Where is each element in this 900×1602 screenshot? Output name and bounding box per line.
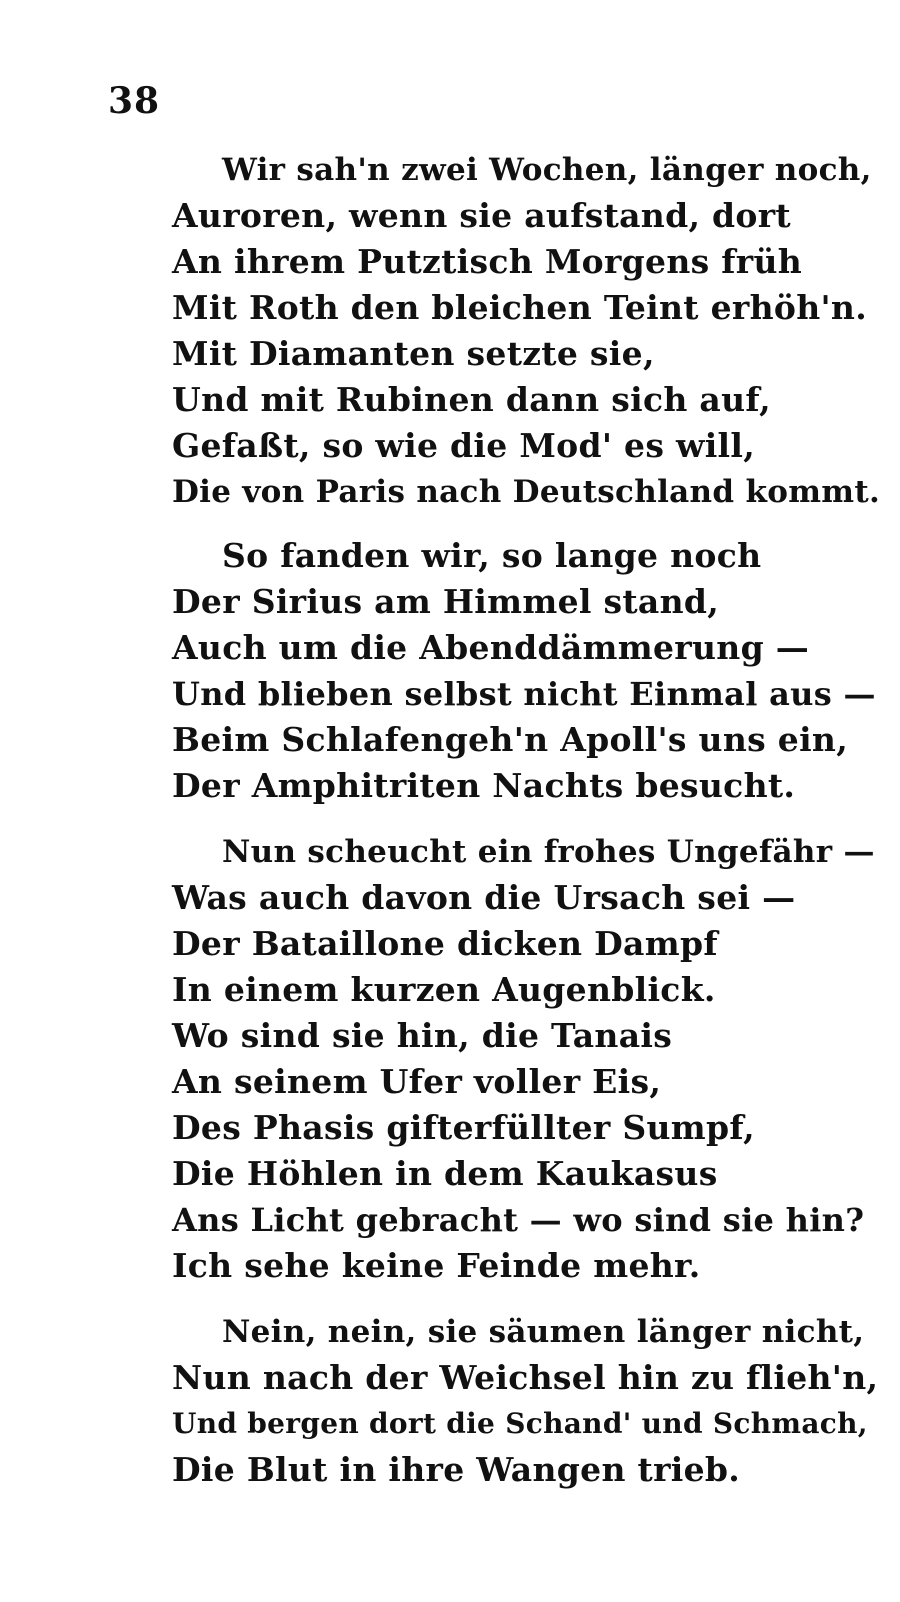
- poem-line: Der Sirius am Himmel stand,: [172, 582, 720, 621]
- poem-line: Der Bataillone dicken Dampf: [172, 924, 718, 963]
- poem-line: Was auch davon die Ursach sei —: [172, 878, 796, 917]
- poem-line: Die von Paris nach Deutschland kommt.: [172, 474, 881, 510]
- page-number: 38: [108, 80, 161, 122]
- poem-line: Die Höhlen in dem Kaukasus: [172, 1154, 718, 1193]
- poem-line: Die Blut in ihre Wangen trieb.: [172, 1450, 741, 1489]
- poem-line: Nein, nein, sie säumen länger nicht,: [222, 1314, 865, 1350]
- poem-line: In einem kurzen Augenblick.: [172, 970, 716, 1009]
- poem-line: Beim Schlafengeh'n Apoll's uns ein,: [172, 720, 848, 759]
- poem-line: So fanden wir, so lange noch: [222, 536, 762, 575]
- poem-line: Der Amphitriten Nachts besucht.: [172, 766, 796, 805]
- poem-line: Wir sah'n zwei Wochen, länger noch,: [222, 152, 872, 188]
- poem-line: Nun nach der Weichsel hin zu flieh'n,: [172, 1358, 879, 1397]
- poem-line: Und bergen dort die Schand' und Schmach,: [172, 1407, 868, 1440]
- poem-line: Wo sind sie hin, die Tanais: [172, 1016, 673, 1055]
- poem-line: Ich sehe keine Feinde mehr.: [172, 1246, 701, 1285]
- poem-line: Mit Roth den bleichen Teint erhöh'n.: [172, 288, 868, 327]
- poem-line: Und blieben selbst nicht Einmal aus —: [172, 675, 876, 713]
- poem-line: Auroren, wenn sie aufstand, dort: [172, 196, 791, 235]
- poem-line: Gefaßt, so wie die Mod' es will,: [172, 426, 756, 465]
- poem-line: An ihrem Putztisch Morgens früh: [172, 242, 803, 281]
- poem-line: An seinem Ufer voller Eis,: [172, 1062, 662, 1101]
- poem-line: Und mit Rubinen dann sich auf,: [172, 380, 771, 419]
- poem-line: Mit Diamanten setzte sie,: [172, 334, 655, 373]
- poem-line: Auch um die Abenddämmerung —: [172, 628, 810, 667]
- poem-line: Des Phasis gifterfüllter Sumpf,: [172, 1108, 755, 1147]
- poem-line: Ans Licht gebracht — wo sind sie hin?: [172, 1201, 865, 1239]
- poem-line: Nun scheucht ein frohes Ungefähr —: [222, 834, 875, 870]
